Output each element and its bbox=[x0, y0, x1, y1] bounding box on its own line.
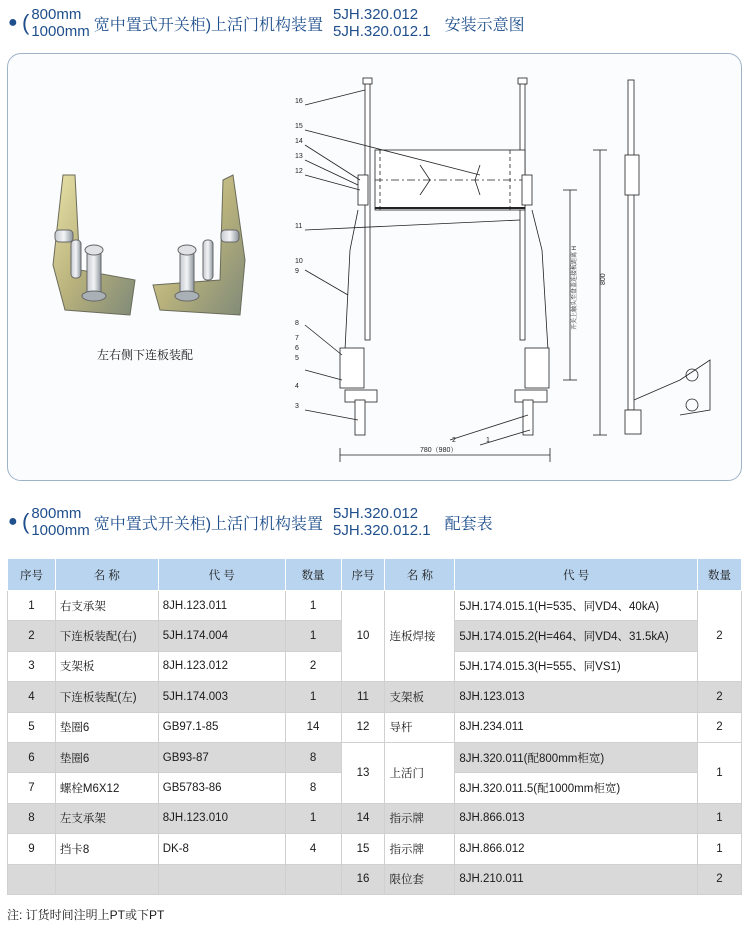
cell-name: 指示牌 bbox=[385, 803, 455, 833]
part-label: 7 bbox=[295, 335, 299, 342]
part-label: 13 bbox=[295, 153, 303, 160]
part-label: 9 bbox=[295, 268, 299, 275]
cabinet-widths bbox=[31, 505, 89, 539]
table-row bbox=[8, 864, 742, 894]
cell-code: 8JH.123.011 bbox=[158, 591, 285, 621]
cell-name: 支架板 bbox=[55, 651, 158, 681]
part-label: 11 bbox=[295, 223, 303, 230]
cell-qty: 1 bbox=[285, 621, 341, 651]
part-label: 1 bbox=[486, 437, 490, 444]
section-heading-parts bbox=[8, 505, 493, 539]
heading-title: 宽中置式开关柜)上活门机构装置 bbox=[93, 515, 324, 533]
table-row bbox=[8, 682, 742, 712]
cell-no: 12 bbox=[341, 712, 385, 742]
part-label: 8 bbox=[295, 320, 299, 327]
cell-no: 5 bbox=[8, 712, 56, 742]
cell-code: 5JH.174.004 bbox=[158, 621, 285, 651]
width-1000: 1000mm bbox=[31, 23, 90, 40]
cell-code: 8JH.210.011 bbox=[455, 864, 698, 894]
open-paren: ( bbox=[22, 10, 30, 35]
heading-suffix: 安装示意图 bbox=[444, 16, 525, 34]
cell-no: 11 bbox=[341, 682, 385, 712]
cell-qty: 2 bbox=[698, 591, 742, 682]
table-row bbox=[8, 803, 742, 833]
part-label: 14 bbox=[295, 138, 303, 145]
cell-name: 支架板 bbox=[385, 682, 455, 712]
width-dimension: 780（980） bbox=[420, 447, 458, 454]
part-label: 15 bbox=[295, 123, 303, 130]
cell-name: 下连板装配(右) bbox=[55, 621, 158, 651]
cell-qty: 2 bbox=[698, 682, 742, 712]
cell-name: 指示牌 bbox=[385, 834, 455, 864]
technical-drawing bbox=[280, 70, 740, 470]
open-paren: ( bbox=[22, 509, 30, 534]
cell-no: 10 bbox=[341, 591, 385, 682]
cell-name: 左支承架 bbox=[55, 803, 158, 833]
cell-name: 右支承架 bbox=[55, 591, 158, 621]
cell-qty: 8 bbox=[285, 773, 341, 803]
model-code: 5JH.320.012 bbox=[333, 505, 419, 522]
cell-qty: 4 bbox=[285, 834, 341, 864]
part-label: 6 bbox=[295, 345, 299, 352]
vertical-note: 开关上触头至盘盖连接板距离 H bbox=[572, 245, 578, 330]
cell-code: GB5783-86 bbox=[158, 773, 285, 803]
cell-no: 6 bbox=[8, 742, 56, 772]
cell-no: 9 bbox=[8, 834, 56, 864]
cell-code: 8JH.123.013 bbox=[455, 682, 698, 712]
model-codes bbox=[333, 6, 431, 40]
model-code: 5JH.320.012.1 bbox=[333, 522, 431, 539]
heading-suffix: 配套表 bbox=[444, 515, 493, 533]
cell-no: 1 bbox=[8, 591, 56, 621]
cell-name: 限位套 bbox=[385, 864, 455, 894]
table-row bbox=[8, 591, 742, 621]
table-row bbox=[8, 742, 742, 772]
cell-name: 下连板装配(左) bbox=[55, 682, 158, 712]
width-800: 800mm bbox=[31, 505, 82, 522]
part-label: 16 bbox=[295, 98, 303, 105]
cell-qty: 2 bbox=[285, 651, 341, 681]
part-label: 2 bbox=[452, 437, 456, 444]
cell-no: 13 bbox=[341, 742, 385, 803]
cell-qty: 2 bbox=[698, 712, 742, 742]
cell-no: 4 bbox=[8, 682, 56, 712]
cabinet-widths bbox=[31, 6, 89, 40]
cell-qty: 1 bbox=[698, 834, 742, 864]
cell-qty: 1 bbox=[285, 591, 341, 621]
table-row bbox=[8, 834, 742, 864]
cell-no: 7 bbox=[8, 773, 56, 803]
height-dimension: 800 bbox=[600, 273, 607, 285]
width-1000: 1000mm bbox=[31, 522, 90, 539]
cell-name bbox=[55, 864, 158, 894]
cell-code: 5JH.174.015.3(H=555、同VS1) bbox=[455, 651, 698, 681]
cell-code: 8JH.123.012 bbox=[158, 651, 285, 681]
bullet-icon: ● bbox=[8, 14, 18, 31]
header-no: 序号 bbox=[341, 559, 385, 591]
cell-no: 15 bbox=[341, 834, 385, 864]
cell-qty: 1 bbox=[698, 803, 742, 833]
model-code: 5JH.320.012.1 bbox=[333, 23, 431, 40]
cell-code: 8JH.866.012 bbox=[455, 834, 698, 864]
cell-qty: 2 bbox=[698, 864, 742, 894]
cell-no: 16 bbox=[341, 864, 385, 894]
header-name: 名 称 bbox=[385, 559, 455, 591]
cell-code: 8JH.234.011 bbox=[455, 712, 698, 742]
cell-code: 5JH.174.003 bbox=[158, 682, 285, 712]
header-qty: 数量 bbox=[285, 559, 341, 591]
cell-qty: 14 bbox=[285, 712, 341, 742]
cell-code: 8JH.320.011(配800mm柜宽) bbox=[455, 742, 698, 772]
order-note: 注: 订货时间注明上PT或下PT bbox=[7, 908, 165, 922]
cell-name: 垫圈6 bbox=[55, 742, 158, 772]
header-code: 代 号 bbox=[158, 559, 285, 591]
cell-name: 垫圈6 bbox=[55, 712, 158, 742]
model-codes bbox=[333, 505, 431, 539]
cell-code: 5JH.174.015.1(H=535、同VD4、40kA) bbox=[455, 591, 698, 621]
parts-table bbox=[7, 558, 742, 895]
header-name: 名 称 bbox=[55, 559, 158, 591]
cell-code: GB93-87 bbox=[158, 742, 285, 772]
cell-no: 3 bbox=[8, 651, 56, 681]
cell-no: 8 bbox=[8, 803, 56, 833]
cell-qty: 8 bbox=[285, 742, 341, 772]
part-label: 3 bbox=[295, 403, 299, 410]
part-label: 5 bbox=[295, 355, 299, 362]
cell-code: 8JH.320.011.5(配1000mm柜宽) bbox=[455, 773, 698, 803]
table-header-row bbox=[8, 559, 742, 591]
cell-name: 螺栓M6X12 bbox=[55, 773, 158, 803]
heading-title: 宽中置式开关柜)上活门机构装置 bbox=[93, 16, 324, 34]
section-heading-installation bbox=[8, 6, 525, 40]
part-label: 4 bbox=[295, 383, 299, 390]
bracket-assembly-photo bbox=[35, 170, 255, 330]
bullet-icon: ● bbox=[8, 513, 18, 530]
part-label: 10 bbox=[295, 258, 303, 265]
cell-code: GB97.1-85 bbox=[158, 712, 285, 742]
cell-name: 连板焊接 bbox=[385, 591, 455, 682]
cell-no bbox=[8, 864, 56, 894]
cell-code: 8JH.123.010 bbox=[158, 803, 285, 833]
cell-name: 上活门 bbox=[385, 742, 455, 803]
photo-caption: 左右侧下连板装配 bbox=[97, 348, 194, 362]
cell-no: 14 bbox=[341, 803, 385, 833]
table-row bbox=[8, 712, 742, 742]
cell-qty bbox=[285, 864, 341, 894]
width-800: 800mm bbox=[31, 6, 82, 23]
cell-code bbox=[158, 864, 285, 894]
cell-qty: 1 bbox=[285, 682, 341, 712]
header-no: 序号 bbox=[8, 559, 56, 591]
cell-code: 8JH.866.013 bbox=[455, 803, 698, 833]
cell-no: 2 bbox=[8, 621, 56, 651]
header-code: 代 号 bbox=[455, 559, 698, 591]
part-label: 12 bbox=[295, 168, 303, 175]
header-qty: 数量 bbox=[698, 559, 742, 591]
cell-name: 导杆 bbox=[385, 712, 455, 742]
cell-name: 挡卡8 bbox=[55, 834, 158, 864]
cell-qty: 1 bbox=[698, 742, 742, 803]
cell-code: DK-8 bbox=[158, 834, 285, 864]
model-code: 5JH.320.012 bbox=[333, 6, 419, 23]
cell-qty: 1 bbox=[285, 803, 341, 833]
cell-code: 5JH.174.015.2(H=464、同VD4、31.5kA) bbox=[455, 621, 698, 651]
